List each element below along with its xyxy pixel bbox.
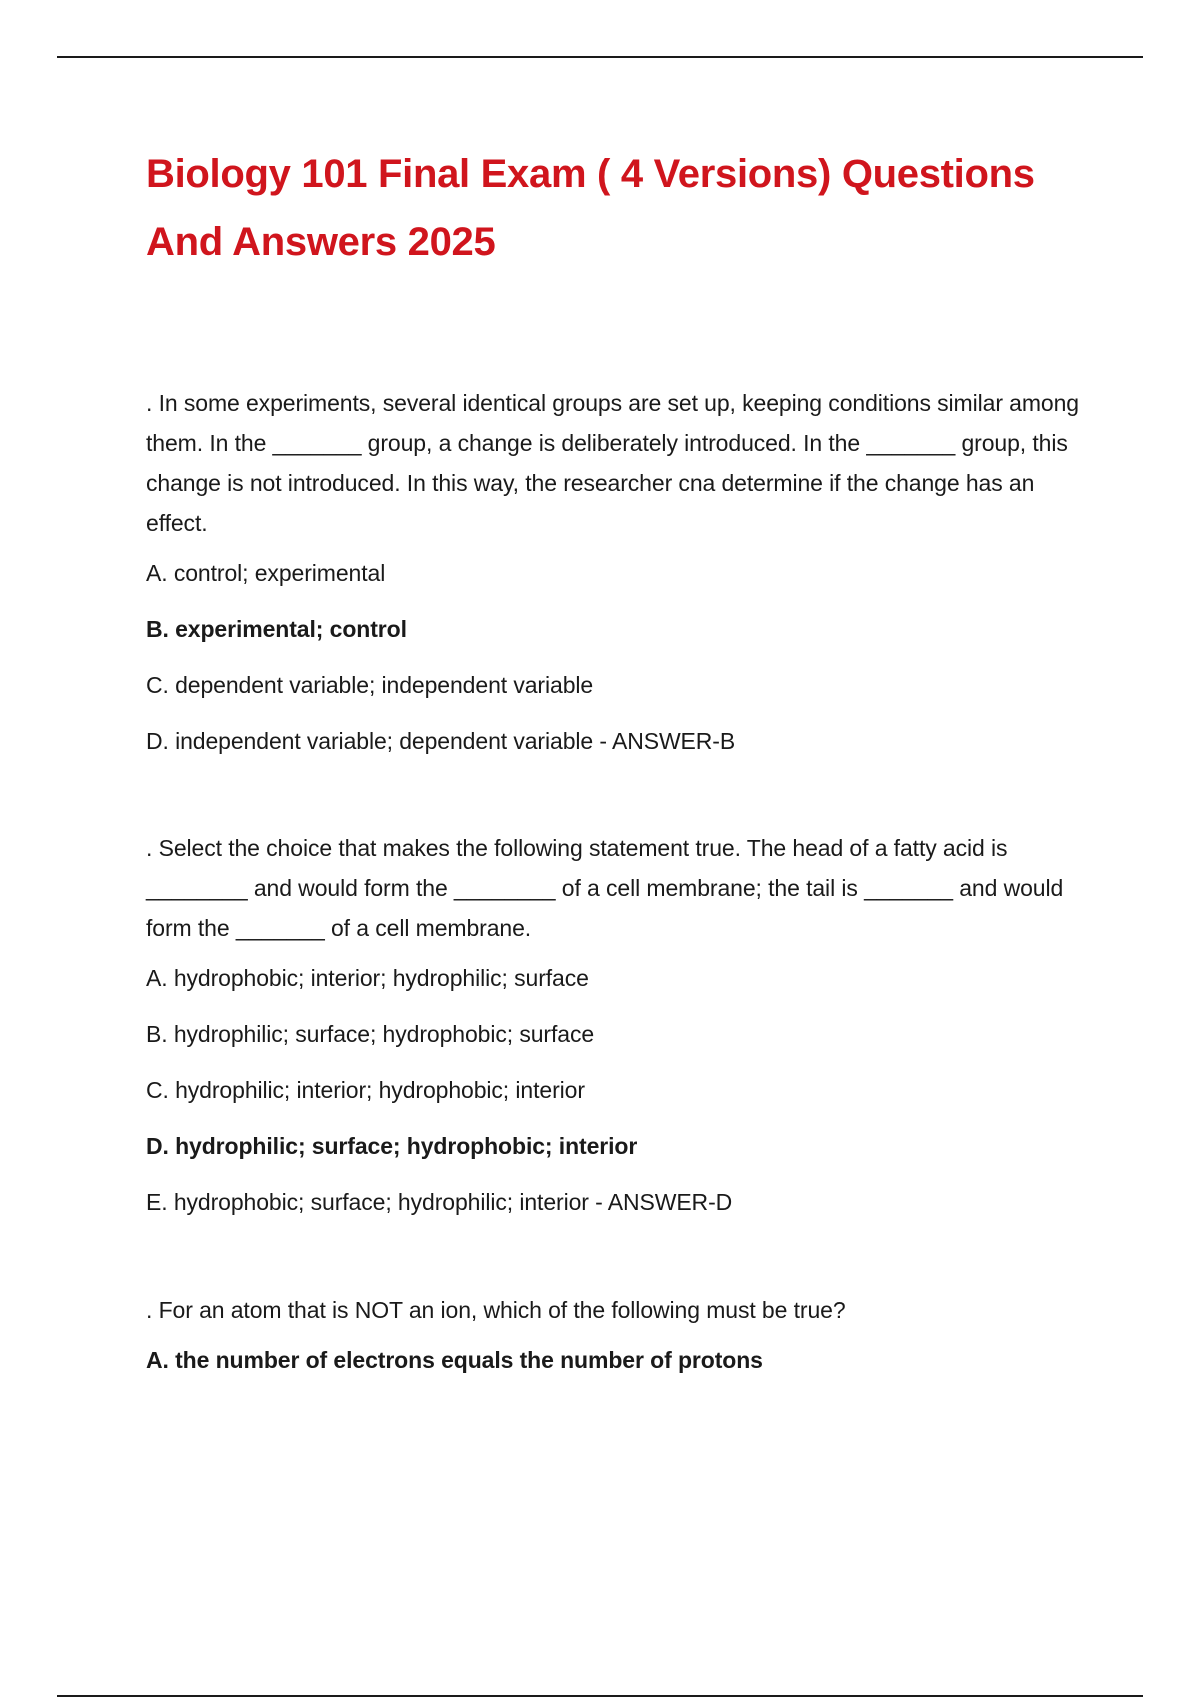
option-a: A. control; experimental xyxy=(146,560,386,586)
option-d: D. independent variable; dependent variable - ANSWER-B xyxy=(146,728,736,754)
option-a-correct: A. the number of electrons equals the number of protons xyxy=(146,1347,763,1373)
option-b: B. hydrophilic; surface; hydrophobic; surface xyxy=(146,1021,595,1047)
option-b-correct: B. experimental; control xyxy=(146,616,407,642)
option-e: E. hydrophobic; surface; hydrophilic; interior - ANSWER-D xyxy=(146,1189,733,1215)
option-c: C. hydrophilic; interior; hydrophobic; interior xyxy=(146,1077,585,1103)
bottom-divider xyxy=(57,1695,1143,1697)
option-list xyxy=(146,553,1086,761)
question-3 xyxy=(146,1290,1086,1380)
top-divider xyxy=(57,56,1143,58)
question-1 xyxy=(146,383,1086,761)
question-text: . In some experiments, several identical groups are set up, keeping conditions similar among them. In the _______ group, a change is deliberately introduced. In the _______ group, this change is not introduced. In this way, the researcher cna determine if the change has an effect. xyxy=(146,390,1080,536)
option-d-correct: D. hydrophilic; surface; hydrophobic; interior xyxy=(146,1133,638,1159)
option-list xyxy=(146,1340,1086,1380)
option-c: C. dependent variable; independent variable xyxy=(146,672,594,698)
question-2 xyxy=(146,828,1086,1222)
option-list xyxy=(146,958,1086,1222)
option-a: A. hydrophobic; interior; hydrophilic; surface xyxy=(146,965,589,991)
document-body xyxy=(146,140,1086,1380)
question-text: . Select the choice that makes the following statement true. The head of a fatty acid is ________ and would form the ________ of a cell membrane; the tail is _______ and would form the _______ of a cell membrane. xyxy=(146,835,1064,941)
question-text: . For an atom that is NOT an ion, which of the following must be true? xyxy=(146,1297,846,1323)
document-title: Biology 101 Final Exam ( 4 Versions) Questions And Answers 2025 xyxy=(146,152,1035,264)
